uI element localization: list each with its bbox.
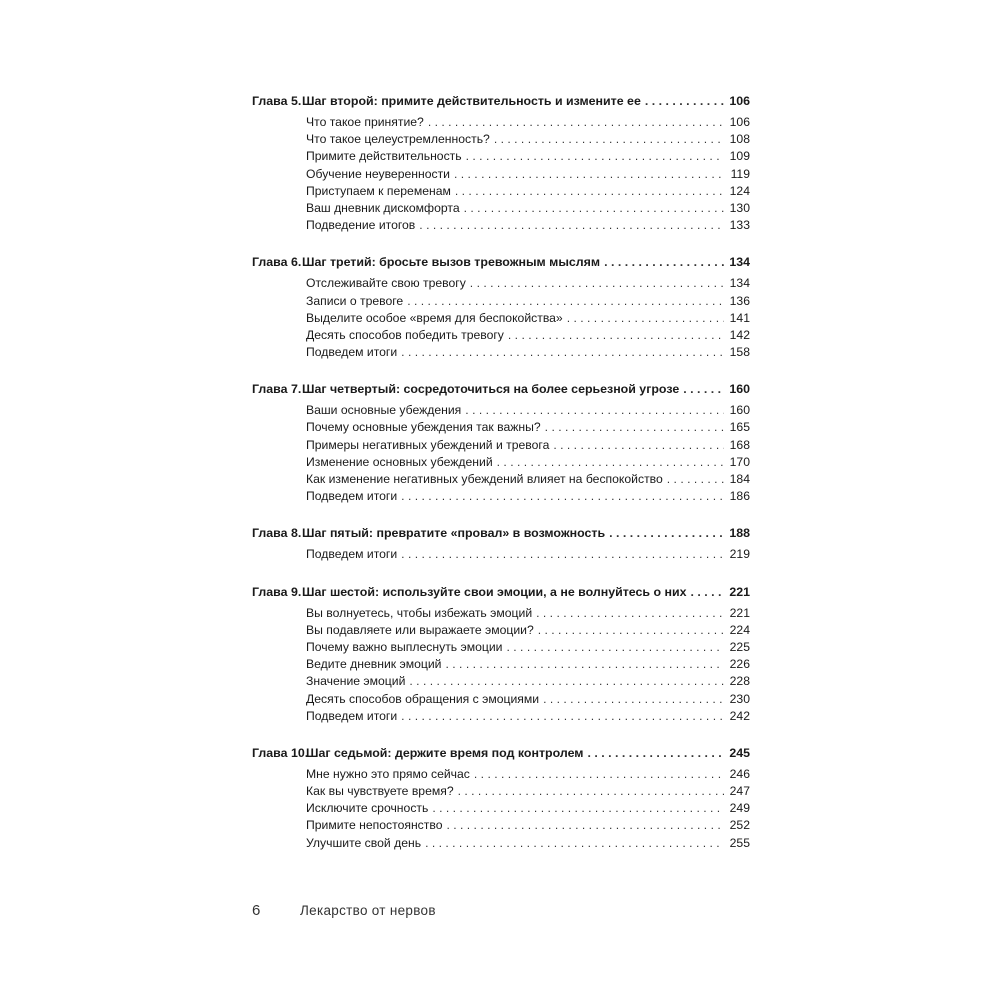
section-page-number: 252	[729, 818, 750, 833]
section-entry[interactable]	[252, 691, 750, 708]
section-entry[interactable]	[252, 217, 750, 234]
dot-leader	[446, 656, 725, 673]
section-entry[interactable]	[252, 114, 750, 131]
section-entry[interactable]	[252, 131, 750, 148]
table-of-contents	[252, 92, 750, 871]
section-page-number: 133	[729, 218, 750, 233]
section-title: Улучшите свой день	[306, 835, 422, 850]
dot-leader	[543, 691, 724, 708]
section-title: Подведем итоги	[306, 708, 398, 723]
dot-leader	[667, 471, 724, 488]
dot-leader	[401, 546, 724, 563]
section-title: Ваш дневник дискомфорта	[306, 200, 460, 215]
toc-chapter	[252, 744, 750, 852]
running-title: Лекарство от нервов	[300, 903, 436, 918]
section-entry[interactable]	[252, 454, 750, 471]
section-entry[interactable]	[252, 183, 750, 200]
section-page-number: 246	[729, 766, 750, 781]
dot-leader	[454, 166, 724, 183]
page-number: 6	[252, 902, 261, 919]
section-page-number: 108	[729, 132, 750, 147]
section-title: Почему основные убеждения так важны?	[306, 420, 541, 435]
dot-leader	[604, 253, 724, 272]
section-page-number: 158	[729, 345, 750, 360]
section-title: Ваши основные убеждения	[306, 403, 462, 418]
dot-leader	[458, 783, 724, 800]
chapter-label: Глава 5.	[252, 94, 302, 108]
section-title: Ведите дневник эмоций	[306, 657, 442, 672]
section-entry[interactable]	[252, 327, 750, 344]
dot-leader	[553, 437, 724, 454]
chapter-heading[interactable]	[252, 583, 750, 602]
dot-leader	[545, 419, 724, 436]
section-title: Примите действительность	[306, 149, 462, 164]
chapter-label: Глава 10.	[252, 745, 309, 760]
section-page-number: 247	[729, 784, 750, 799]
section-page-number: 228	[729, 674, 750, 689]
section-entry[interactable]	[252, 488, 750, 505]
section-title: Подведем итоги	[306, 345, 398, 360]
section-title: Подведем итоги	[306, 547, 398, 562]
chapter-page-number: 134	[729, 255, 750, 270]
section-page-number: 136	[729, 293, 750, 308]
chapter-title: Шаг седьмой: держите время под контролем	[306, 745, 584, 760]
section-entry[interactable]	[252, 166, 750, 183]
chapter-title: Шаг третий: бросьте вызов тревожным мыслям	[302, 255, 601, 270]
section-page-number: 219	[729, 547, 750, 562]
chapter-title: Шаг четвертый: сосредоточиться на более серьезной угрозе	[302, 382, 680, 397]
section-page-number: 109	[729, 149, 750, 164]
dot-leader	[466, 148, 724, 165]
chapter-label: Глава 6.	[252, 255, 302, 270]
section-page-number: 224	[729, 622, 750, 637]
section-title: Мне нужно это прямо сейчас	[306, 766, 470, 781]
section-entry[interactable]	[252, 817, 750, 834]
toc-chapter	[252, 380, 750, 505]
section-title: Отслеживайте свою тревогу	[306, 276, 466, 291]
section-title: Значение эмоций	[306, 674, 406, 689]
toc-chapter	[252, 253, 750, 361]
section-entry[interactable]	[252, 766, 750, 783]
section-title: Выделите особое «время для беспокойства»	[306, 310, 563, 325]
section-entry[interactable]	[252, 783, 750, 800]
dot-leader	[464, 200, 724, 217]
chapter-page-number: 188	[729, 526, 750, 541]
dot-leader	[419, 217, 724, 234]
dot-leader	[507, 639, 725, 656]
chapter-label: Глава 9.	[252, 584, 302, 599]
dot-leader	[609, 524, 724, 543]
dot-leader	[508, 327, 724, 344]
section-page-number: 249	[729, 801, 750, 816]
section-title: Примите непостоянство	[306, 818, 443, 833]
dot-leader	[645, 92, 724, 111]
section-entry[interactable]	[252, 835, 750, 852]
dot-leader	[409, 673, 724, 690]
section-title: Обучение неуверенности	[306, 166, 450, 181]
section-entry[interactable]	[252, 402, 750, 419]
section-title: Десять способов обращения с эмоциями	[306, 691, 540, 706]
chapter-title: Шаг шестой: используйте свои эмоции, а не волнуйтесь о них	[302, 584, 687, 599]
dot-leader	[497, 454, 724, 471]
section-page-number: 124	[729, 183, 750, 198]
section-entry[interactable]	[252, 605, 750, 622]
section-title: Подведем итоги	[306, 489, 398, 504]
section-entry[interactable]	[252, 673, 750, 690]
dot-leader	[691, 583, 725, 602]
toc-chapter	[252, 524, 750, 563]
section-page-number: 134	[729, 276, 750, 291]
section-title: Приступаем к переменам	[306, 183, 451, 198]
section-title: Как изменение негативных убеждений влияет на беспокойство	[306, 472, 663, 486]
section-entry[interactable]	[252, 800, 750, 817]
chapter-page-number: 245	[729, 745, 750, 760]
section-page-number: 130	[729, 200, 750, 215]
dot-leader	[401, 708, 724, 725]
section-page-number: 168	[729, 437, 750, 452]
section-entry[interactable]	[252, 293, 750, 310]
section-title: Что такое принятие?	[306, 115, 424, 129]
dot-leader	[432, 800, 724, 817]
section-entry[interactable]	[252, 419, 750, 436]
chapter-label: Глава 8.	[252, 526, 302, 541]
section-title: Исключите срочность	[306, 801, 429, 816]
chapter-page-number: 160	[729, 382, 750, 397]
chapter-heading[interactable]	[252, 744, 750, 763]
chapter-title: Шаг пятый: превратите «провал» в возможность	[302, 526, 606, 541]
section-entry[interactable]	[252, 639, 750, 656]
dot-leader	[683, 380, 724, 399]
chapter-page-number: 221	[729, 584, 750, 599]
section-entry[interactable]	[252, 546, 750, 563]
dot-leader	[538, 622, 724, 639]
dot-leader	[428, 114, 724, 131]
section-entry[interactable]	[252, 310, 750, 327]
dot-leader	[425, 835, 724, 852]
chapter-heading[interactable]	[252, 92, 750, 111]
section-title: Что такое целеустремленность?	[306, 132, 490, 147]
section-page-number: 165	[729, 420, 750, 435]
chapter-heading[interactable]	[252, 380, 750, 399]
section-entry[interactable]	[252, 148, 750, 165]
section-title: Почему важно выплеснуть эмоции	[306, 639, 503, 654]
section-entry[interactable]	[252, 471, 750, 488]
section-title: Изменение основных убеждений	[306, 454, 493, 469]
dot-leader	[465, 402, 724, 419]
dot-leader	[407, 293, 724, 310]
section-entry[interactable]	[252, 275, 750, 292]
section-entry[interactable]	[252, 622, 750, 639]
section-page-number: 142	[729, 327, 750, 342]
section-page-number: 242	[729, 708, 750, 723]
section-page-number: 106	[729, 115, 750, 129]
dot-leader	[567, 310, 724, 327]
dot-leader	[536, 605, 724, 622]
section-entry[interactable]	[252, 656, 750, 673]
section-page-number: 160	[729, 403, 750, 418]
section-page-number: 255	[729, 835, 750, 850]
section-entry[interactable]	[252, 344, 750, 361]
chapter-heading[interactable]	[252, 253, 750, 272]
dot-leader	[470, 275, 724, 292]
section-page-number: 230	[729, 691, 750, 706]
section-page-number: 141	[729, 310, 750, 325]
chapter-label: Глава 7.	[252, 382, 302, 397]
section-entry[interactable]	[252, 200, 750, 217]
section-title: Вы волнуетесь, чтобы избежать эмоций	[306, 605, 533, 620]
section-page-number: 170	[729, 454, 750, 469]
section-title: Подведение итогов	[306, 218, 416, 233]
section-entry[interactable]	[252, 708, 750, 725]
page-footer	[252, 902, 436, 919]
dot-leader	[401, 488, 724, 505]
section-title: Записи о тревоге	[306, 293, 404, 308]
section-entry[interactable]	[252, 437, 750, 454]
section-title: Десять способов победить тревогу	[306, 327, 504, 342]
section-title: Вы подавляете или выражаете эмоции?	[306, 622, 534, 637]
section-page-number: 119	[730, 166, 750, 181]
section-page-number: 226	[729, 657, 750, 672]
section-page-number: 221	[729, 605, 750, 620]
section-page-number: 184	[729, 472, 750, 486]
dot-leader	[494, 131, 724, 148]
toc-chapter	[252, 92, 750, 234]
section-page-number: 225	[729, 639, 750, 654]
chapter-title: Шаг второй: примите действительность и измените ее	[302, 94, 641, 108]
section-title: Примеры негативных убеждений и тревога	[306, 437, 550, 452]
section-title: Как вы чувствуете время?	[306, 784, 454, 799]
dot-leader	[455, 183, 724, 200]
toc-chapter	[252, 583, 750, 725]
dot-leader	[587, 744, 724, 763]
dot-leader	[401, 344, 724, 361]
chapter-heading[interactable]	[252, 524, 750, 543]
dot-leader	[474, 766, 724, 783]
section-page-number: 186	[729, 489, 750, 504]
chapter-page-number: 106	[729, 94, 750, 108]
dot-leader	[446, 817, 724, 834]
